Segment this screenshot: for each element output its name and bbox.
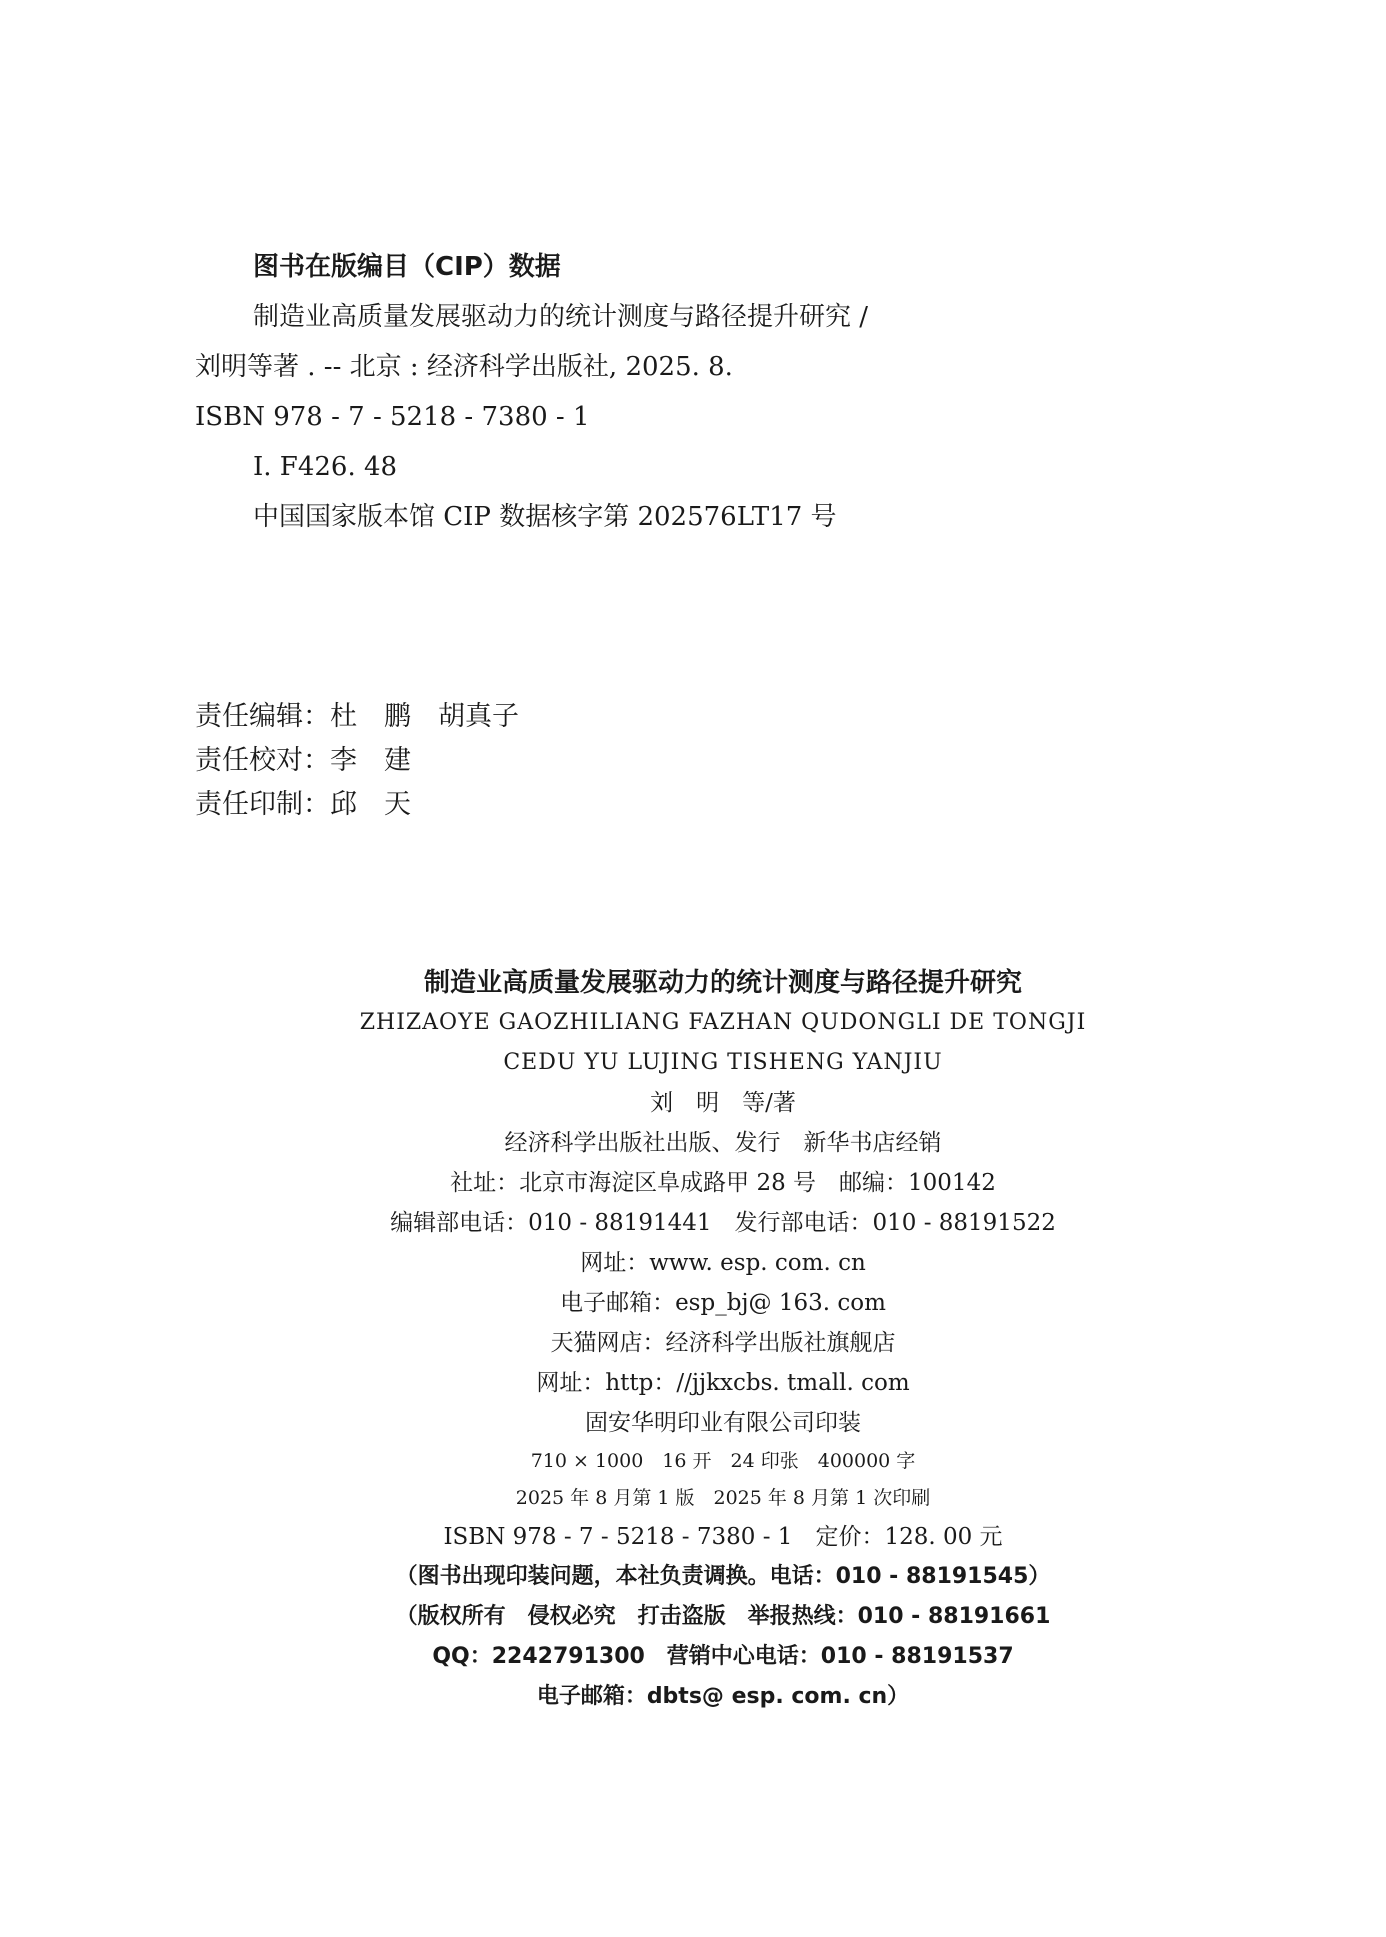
responsibility-block <box>195 702 519 834</box>
colophon-tmall-url: 网址：http：//jjkxcbs. tmall. com <box>536 1370 910 1396</box>
colophon-isbn-price: ISBN 978 - 7 - 5218 - 7380 - 1 定价：128. 00 元 <box>443 1524 1003 1550</box>
colophon-notice-qq-marketing: QQ：2242791300 营销中心电话：010 - 88191537 <box>432 1644 1014 1669</box>
colophon-notice-email: 电子邮箱：dbts@ esp. com. cn） <box>536 1684 910 1709</box>
colophon-pinyin-line-2: CEDU YU LUJING TISHENG YANJIU <box>503 1050 943 1075</box>
colophon-format: 710 × 1000 16 开 24 印张 400000 字 <box>530 1450 916 1472</box>
cip-title-line: 制造业高质量发展驱动力的统计测度与路径提升研究 / <box>253 302 869 332</box>
cip-isbn-line: ISBN 978 - 7 - 5218 - 7380 - 1 <box>195 402 590 432</box>
cip-block <box>195 252 1195 552</box>
colophon-email: 电子邮箱：esp_bj@ 163. com <box>560 1290 886 1316</box>
colophon-publisher: 经济科学出版社出版、发行 新华书店经销 <box>504 1130 942 1156</box>
colophon-pinyin-line-1: ZHIZAOYE GAOZHILIANG FAZHAN QUDONGLI DE TONGJI <box>359 1010 1087 1035</box>
colophon-author: 刘 明 等/著 <box>650 1090 796 1116</box>
cip-author-publisher-line: 刘明等著 . -- 北京 : 经济科学出版社, 2025. 8. <box>195 352 733 382</box>
colophon-address: 社址：北京市海淀区阜成路甲 28 号 邮编：100142 <box>450 1170 996 1196</box>
colophon-notice-copyright: （版权所有 侵权必究 打击盗版 举报热线：010 - 88191661 <box>395 1604 1051 1629</box>
colophon-block <box>0 968 1386 1724</box>
cip-record-number-line: 中国国家版本馆 CIP 数据核字第 202576LT17 号 <box>253 502 837 532</box>
colophon-title: 制造业高质量发展驱动力的统计测度与路径提升研究 <box>423 968 1022 998</box>
colophon-website: 网址：www. esp. com. cn <box>580 1250 866 1276</box>
colophon-edition: 2025 年 8 月第 1 版 2025 年 8 月第 1 次印刷 <box>515 1487 931 1509</box>
responsible-proofreader: 责任校对：李 建 <box>195 745 411 776</box>
cip-classification-line: Ⅰ. F426. 48 <box>253 452 398 482</box>
responsible-printing: 责任印制：邱 天 <box>195 789 411 820</box>
colophon-phones: 编辑部电话：010 - 88191441 发行部电话：010 - 88191522 <box>390 1210 1056 1236</box>
colophon-notice-print-issues: （图书出现印装问题，本社负责调换。电话：010 - 88191545） <box>395 1564 1051 1589</box>
cip-heading: 图书在版编目（CIP）数据 <box>253 252 561 282</box>
colophon-tmall-store: 天猫网店：经济科学出版社旗舰店 <box>550 1330 896 1356</box>
responsible-editor: 责任编辑：杜 鹏 胡真子 <box>195 701 519 732</box>
colophon-printer: 固安华明印业有限公司印装 <box>585 1410 861 1436</box>
